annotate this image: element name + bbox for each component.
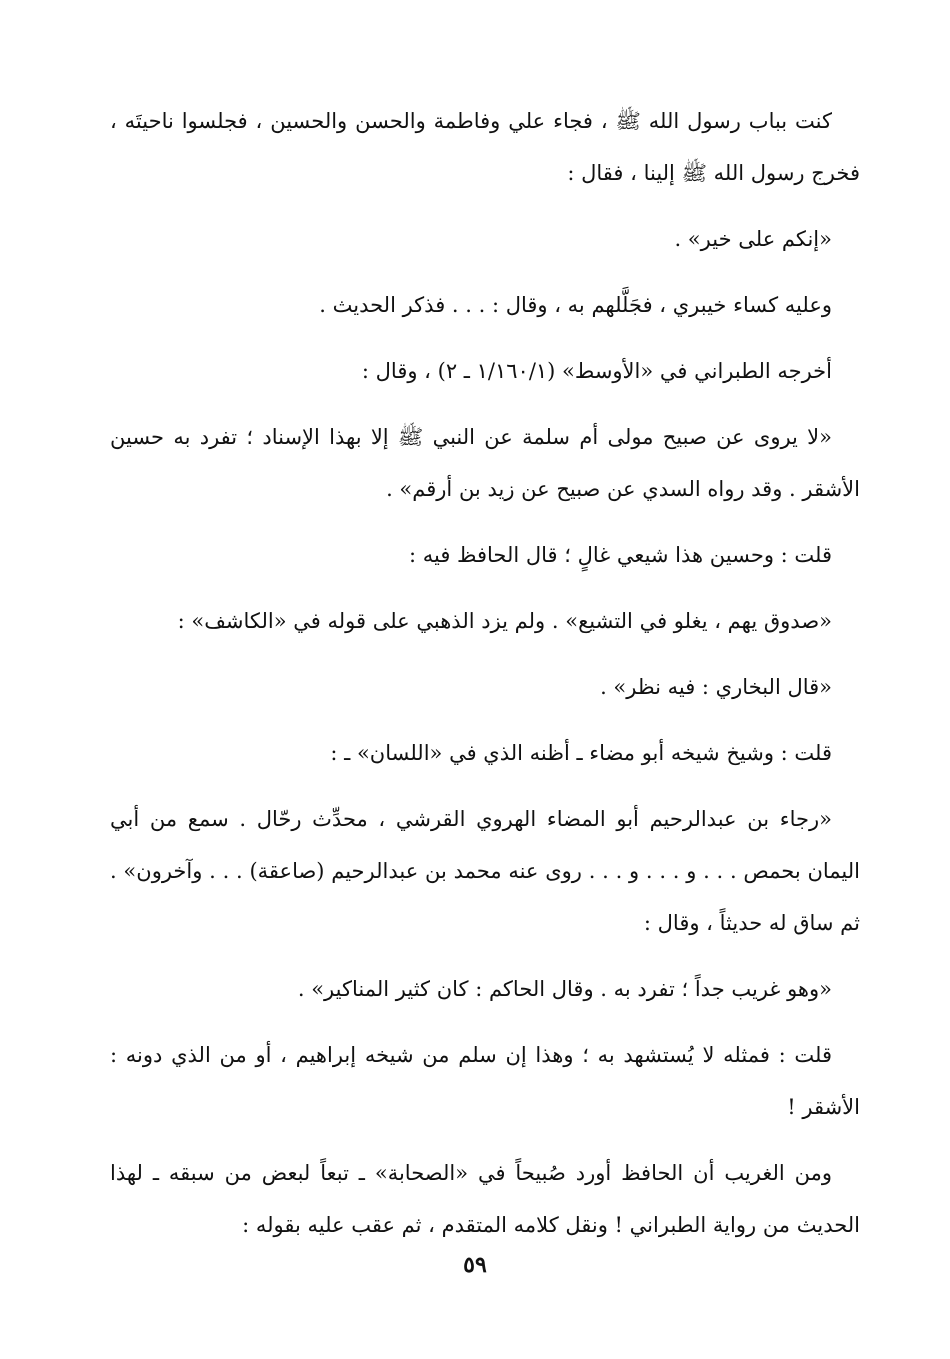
page-number: ٥٩ <box>463 1252 487 1278</box>
paragraph: «قال البخاري : فيه نظر» . <box>600 675 832 699</box>
paragraph: قلت : فمثله لا يُستشهد به ؛ وهذا إن سلم من شيخه إبراهيم ، أو من الذي دونه : الأشقر ! <box>110 1043 860 1119</box>
paragraph: أخرجه الطبراني في «الأوسط» (١/١٦٠/١ ـ ٢) ، وقال : <box>361 359 832 383</box>
paragraph: قلت : وحسين هذا شيعي غالٍ ؛ قال الحافظ فيه : <box>409 543 832 567</box>
paragraph: «وهو غريب جداً ؛ تفرد به . وقال الحاكم : كان كثير المناكير» . <box>297 977 832 1001</box>
paragraph: ومن الغريب أن الحافظ أورد صُبيحاً في «الصحابة» ـ تبعاً لبعض من سبقه ـ لهذا الحديث من رواية الطبراني ! ونقل كلامه المتقدم ، ثم عقب عليه بقوله : <box>110 1161 860 1237</box>
paragraph: قلت : وشيخ شيخه أبو مضاء ـ أظنه الذي في «اللسان» ـ : <box>330 741 832 765</box>
paragraph: وعليه كساء خيبري ، فجَلَّلهم به ، وقال : . . . فذكر الحديث . <box>319 293 832 317</box>
paragraph: «إنكم على خير» . <box>674 227 832 251</box>
paragraph: كنت بباب رسول الله ﷺ ، فجاء علي وفاطمة والحسن والحسين ، فجلسوا ناحيتَه ، فخرج رسول الله ﷺ إلينا ، فقال : <box>110 109 860 185</box>
paragraph: «صدوق يهم ، يغلو في التشيع» . ولم يزد الذهبي على قوله في «الكاشف» : <box>177 609 832 633</box>
body-text <box>110 95 860 1265</box>
paragraph: «رجاء بن عبدالرحيم أبو المضاء الهروي القرشي ، محدِّث رحّال . سمع من أبي اليمان بحمص . . . و . . . و . . . روى عنه محمد بن عبدالرحيم (صاعقة) . . . وآخرون» . ثم ساق له حديثاً ، وقال : <box>110 807 860 935</box>
paragraph: «لا يروى عن صبيح مولى أم سلمة عن النبي ﷺ إلا بهذا الإسناد ؛ تفرد به حسين الأشقر . وقد رواه السدي عن صبيح عن زيد بن أرقم» . <box>110 425 860 501</box>
